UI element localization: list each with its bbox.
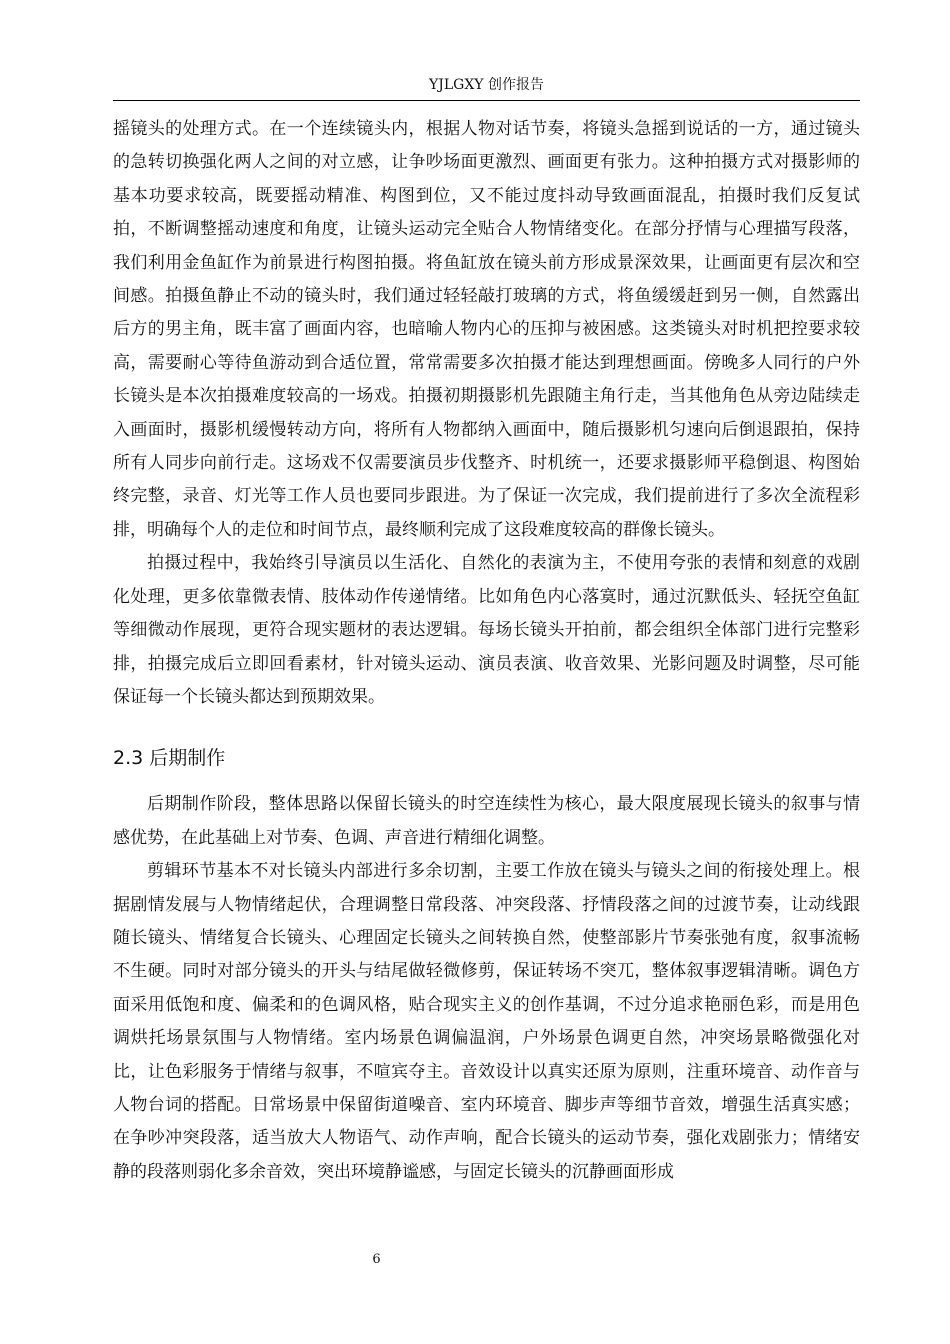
body-paragraph: 拍摄过程中，我始终引导演员以生活化、自然化的表演为主，不使用夸张的表情和刻意的戏剧化处理，更多依靠微表情、肢体动作传递情绪。比如角色内心落寞时，通过沉默低头、轻抚空鱼缸等细微动作展现，更符合现实题材的表达逻辑。每场长镜头开拍前，都会组织全体部门进行完整彩排，拍摄完成后立即回看素材，针对镜头运动、演员表演、收音效果、光影问题及时调整，尽可能保证每一个长镜头都达到预期效果。 (113, 553, 860, 707)
section-heading: 2.3 后期制作 (113, 747, 226, 770)
header-divider (113, 100, 860, 101)
page-number: 6 (372, 1252, 381, 1267)
page-body (113, 113, 860, 1189)
body-paragraph-continued: 摇镜头的处理方式。在一个连续镜头内，根据人物对话节奏，将镜头急摇到说话的一方，通过镜头的急转切换强化两人之间的对立感，让争吵场面更激烈、画面更有张力。这种拍摄方式对摄影师的基本功要求较高，既要摇动精准、构图到位，又不能过度抖动导致画面混乱，拍摄时我们反复试拍，不断调整摇动速度和角度，让镜头运动完全贴合人物情绪变化。在部分抒情与心理描写段落，我们利用金鱼缸作为前景进行构图拍摄。将鱼缸放在镜头前方形成景深效果，让画面更有层次和空间感。拍摄鱼静止不动的镜头时，我们通过轻轻敲打玻璃的方式，将鱼缓缓赶到另一侧，自然露出后方的男主角，既丰富了画面内容，也暗喻人物内心的压抑与被困感。这类镜头对时机把控要求较高，需要耐心等待鱼游动到合适位置，常常需要多次拍摄才能达到理想画面。傍晚多人同行的户外长镜头是本次拍摄难度较高的一场戏。拍摄初期摄影机先跟随主角行走，当其他角色从旁边陆续走入画面时，摄影机缓慢转动方向，将所有人物都纳入画面中，随后摄影机匀速向后倒退跟拍，保持所有人同步向前行走。这场戏不仅需要演员步伐整齐、时机统一，还要求摄影师平稳倒退、构图始终完整，录音、灯光等工作人员也要同步跟进。为了保证一次完成，我们提前进行了多次全流程彩排，明确每个人的走位和时间节点，最终顺利完成了这段难度较高的群像长镜头。 (113, 119, 860, 540)
section-paragraph: 剪辑环节基本不对长镜头内部进行多余切割，主要工作放在镜头与镜头之间的衔接处理上。根据剧情发展与人物情绪起伏，合理调整日常段落、冲突段落、抒情段落之间的过渡节奏，让动线跟随长镜头、情绪复合长镜头、心理固定长镜头之间转换自然，使整部影片节奏张弛有度，叙事流畅不生硬。同时对部分镜头的开头与结尾做轻微修剪，保证转场不突兀，整体叙事逻辑清晰。调色方面采用低饱和度、偏柔和的色调风格，贴合现实主义的创作基调，不过分追求艳丽色彩，而是用色调烘托场景氛围与人物情绪。室内场景色调偏温润，户外场景色调更自然，冲突场景略微强化对比，让色彩服务于情绪与叙事，不喧宾夺主。音效设计以真实还原为原则，注重环境音、动作音与人物台词的搭配。日常场景中保留街道噪音、室内环境音、脚步声等细节音效，增强生活真实感；在争吵冲突段落，适当放大人物语气、动作声响，配合长镜头的运动节奏，强化戏剧张力；情绪安静的段落则弱化多余音效，突出环境静谧感，与固定长镜头的沉静画面形成 (113, 861, 860, 1182)
page-header: YJLGXY 创作报告 (429, 77, 544, 93)
section-paragraph: 后期制作阶段，整体思路以保留长镜头的时空连续性为核心，最大限度展现长镜头的叙事与情感优势，在此基础上对节奏、色调、声音进行精细化调整。 (113, 794, 860, 848)
